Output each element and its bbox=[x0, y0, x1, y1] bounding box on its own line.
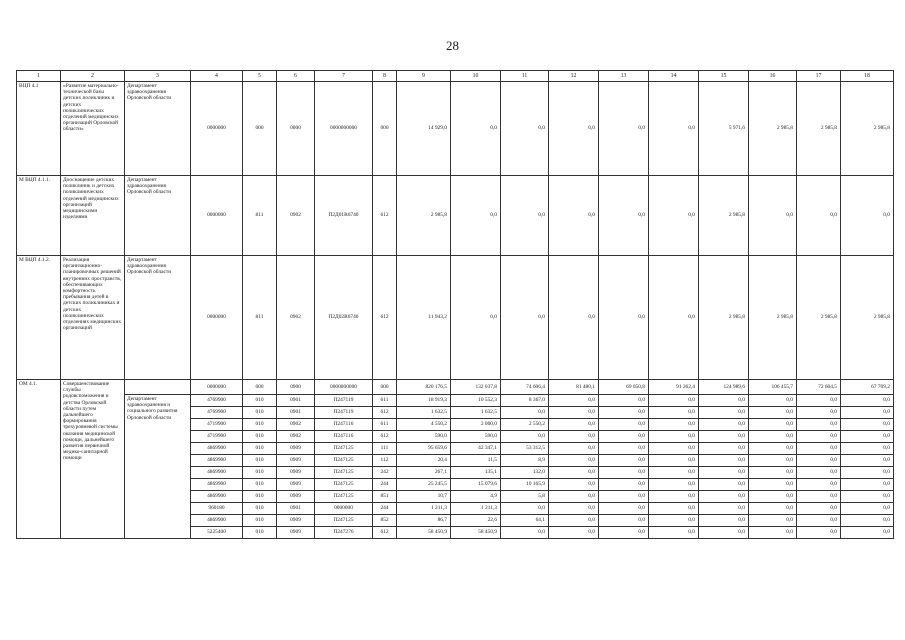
row-value: 0,0 bbox=[699, 431, 749, 443]
row-value: 0,0 bbox=[599, 256, 649, 380]
row-value: 4719900 bbox=[191, 419, 243, 431]
header-cell: 4 bbox=[191, 71, 243, 82]
row-value: 0,0 bbox=[599, 503, 649, 515]
row-value: 10 552,3 bbox=[451, 395, 501, 407]
row-value: 0,0 bbox=[599, 455, 649, 467]
row-value: 0,0 bbox=[797, 467, 841, 479]
row-value: 0,0 bbox=[841, 491, 894, 503]
row-value: 0,0 bbox=[549, 176, 599, 256]
row-value: 0,0 bbox=[549, 467, 599, 479]
row-value: 0902 bbox=[277, 256, 315, 380]
row-value: 612 bbox=[373, 256, 397, 380]
table-row bbox=[17, 395, 894, 407]
row-value: 611 bbox=[373, 395, 397, 407]
row-value: 4869900 bbox=[191, 455, 243, 467]
row-value: 86,7 bbox=[397, 515, 451, 527]
row-value: П247125 bbox=[315, 467, 373, 479]
row-value: 0,0 bbox=[797, 491, 841, 503]
row-value: 69 050,8 bbox=[599, 380, 649, 395]
row-code: ВЦП 4.1 bbox=[17, 82, 61, 176]
row-value: 0,0 bbox=[549, 395, 599, 407]
row-value: 0,0 bbox=[599, 82, 649, 176]
row-value: 0,0 bbox=[549, 82, 599, 176]
row-value: 0,0 bbox=[699, 455, 749, 467]
row-value: 0,0 bbox=[599, 515, 649, 527]
row-value: 0,0 bbox=[451, 176, 501, 256]
row-value: 010 bbox=[243, 431, 277, 443]
row-value: 132,0 bbox=[501, 467, 549, 479]
header-cell: 14 bbox=[649, 71, 699, 82]
row-value: 0000 bbox=[277, 82, 315, 176]
row-value: П247125 bbox=[315, 455, 373, 467]
row-value: 18 919,3 bbox=[397, 395, 451, 407]
header-cell: 12 bbox=[549, 71, 599, 82]
row-code: М ВЦП 4.1.2. bbox=[17, 256, 61, 380]
row-value: 4869900 bbox=[191, 515, 243, 527]
row-value: 0,0 bbox=[797, 515, 841, 527]
row-value: 010 bbox=[243, 515, 277, 527]
row-value: 010 bbox=[243, 455, 277, 467]
row-value: 0,0 bbox=[501, 431, 549, 443]
row-name: «Развитие материально-технической базы детских поликлиник и детских поликлинических отделений медицинских организаций Орловской области» bbox=[61, 82, 125, 176]
row-value: 0901 bbox=[277, 503, 315, 515]
row-value: 15 079,6 bbox=[451, 479, 501, 491]
row-value: 0,0 bbox=[649, 467, 699, 479]
row-value: 112 bbox=[373, 455, 397, 467]
row-value: 0,0 bbox=[699, 479, 749, 491]
row-value: 0,0 bbox=[649, 419, 699, 431]
row-value: 0901 bbox=[277, 407, 315, 419]
row-value: 2 985,8 bbox=[841, 82, 894, 176]
row-value: 106 455,7 bbox=[749, 380, 797, 395]
row-value: 0909 bbox=[277, 491, 315, 503]
row-value: П2Д01R6740 bbox=[315, 176, 373, 256]
row-value: 612 bbox=[373, 176, 397, 256]
row-value: 010 bbox=[243, 443, 277, 455]
row-value: 25 245,5 bbox=[397, 479, 451, 491]
row-code: ОМ 4.1. bbox=[17, 380, 61, 539]
row-value: 0,0 bbox=[749, 455, 797, 467]
row-value: 2 985,8 bbox=[397, 176, 451, 256]
row-value: 0,0 bbox=[599, 527, 649, 539]
table-row bbox=[17, 82, 894, 176]
row-value: 0,0 bbox=[649, 491, 699, 503]
row-value: 0,0 bbox=[649, 527, 699, 539]
row-value: 0,0 bbox=[797, 503, 841, 515]
row-value: 0,0 bbox=[749, 479, 797, 491]
header-cell: 1 bbox=[17, 71, 61, 82]
row-value: 2 985,8 bbox=[749, 256, 797, 380]
row-value: 4719900 bbox=[191, 431, 243, 443]
row-value: 0,0 bbox=[841, 467, 894, 479]
row-value: 4869900 bbox=[191, 443, 243, 455]
row-value: 010 bbox=[243, 527, 277, 539]
row-value: 0,0 bbox=[549, 256, 599, 380]
row-value: 820 176,5 bbox=[397, 380, 451, 395]
row-value: 0,0 bbox=[797, 419, 841, 431]
row-value: 0,0 bbox=[549, 431, 599, 443]
row-value: 0,0 bbox=[699, 407, 749, 419]
row-value: 852 bbox=[373, 515, 397, 527]
row-value: 4 550,2 bbox=[397, 419, 451, 431]
row-value: 58 450,9 bbox=[451, 527, 501, 539]
row-value: 0,0 bbox=[841, 527, 894, 539]
row-value: 0909 bbox=[277, 467, 315, 479]
row-value: 0,0 bbox=[649, 503, 699, 515]
row-value: 0,0 bbox=[549, 479, 599, 491]
row-value: 0,0 bbox=[699, 395, 749, 407]
header-cell: 15 bbox=[699, 71, 749, 82]
row-value: 000 bbox=[243, 82, 277, 176]
row-value: 0,0 bbox=[749, 407, 797, 419]
row-value: П247276 bbox=[315, 527, 373, 539]
row-value: 10 165,9 bbox=[501, 479, 549, 491]
row-value: 0,0 bbox=[749, 176, 797, 256]
header-cell: 2 bbox=[61, 71, 125, 82]
row-value: 000 bbox=[373, 380, 397, 395]
row-value: 010 bbox=[243, 407, 277, 419]
row-value: 010 bbox=[243, 419, 277, 431]
row-value: 0909 bbox=[277, 443, 315, 455]
row-value: 0,0 bbox=[797, 479, 841, 491]
row-value: 0000000 bbox=[315, 503, 373, 515]
row-value: 010 bbox=[243, 395, 277, 407]
row-value: 0,0 bbox=[749, 395, 797, 407]
row-value: 4769900 bbox=[191, 407, 243, 419]
row-value: 0,0 bbox=[749, 467, 797, 479]
table-row bbox=[17, 256, 894, 380]
row-value: 4869900 bbox=[191, 467, 243, 479]
row-value: 0900 bbox=[277, 380, 315, 395]
row-value: 74 606,4 bbox=[501, 380, 549, 395]
row-value: 0,0 bbox=[599, 479, 649, 491]
row-value: 0,0 bbox=[501, 407, 549, 419]
row-value: 0,0 bbox=[841, 407, 894, 419]
row-value: 811 bbox=[243, 176, 277, 256]
row-value: 0,0 bbox=[451, 256, 501, 380]
row-value: 5 971,6 bbox=[699, 82, 749, 176]
header-cell: 6 bbox=[277, 71, 315, 82]
row-value: 0,0 bbox=[841, 503, 894, 515]
table-row bbox=[17, 176, 894, 256]
row-value: 72 604,5 bbox=[797, 380, 841, 395]
row-value: 611 bbox=[373, 419, 397, 431]
row-value: 0,0 bbox=[649, 256, 699, 380]
row-value: П247119 bbox=[315, 407, 373, 419]
row-value: 5,8 bbox=[501, 491, 549, 503]
row-value: 851 bbox=[373, 491, 397, 503]
row-value: 8,9 bbox=[501, 455, 549, 467]
row-value: 0,0 bbox=[501, 256, 549, 380]
row-value: 0,0 bbox=[797, 176, 841, 256]
row-value: 0,0 bbox=[841, 395, 894, 407]
row-value: 612 bbox=[373, 431, 397, 443]
row-value: 0,0 bbox=[599, 491, 649, 503]
row-value: 0000000 bbox=[191, 82, 243, 176]
row-value: П2Д02R6740 bbox=[315, 256, 373, 380]
row-value: 0,0 bbox=[797, 443, 841, 455]
row-value: 0,0 bbox=[797, 431, 841, 443]
row-department: Департамент здравоохранения Орловской области bbox=[125, 82, 191, 176]
row-value: 0909 bbox=[277, 527, 315, 539]
row-value: 135,1 bbox=[451, 467, 501, 479]
row-value: 0,0 bbox=[699, 467, 749, 479]
row-value: 0,0 bbox=[699, 443, 749, 455]
row-value: 0,0 bbox=[649, 407, 699, 419]
row-value: 0,0 bbox=[599, 431, 649, 443]
row-value: П247116 bbox=[315, 419, 373, 431]
row-value: П247125 bbox=[315, 491, 373, 503]
row-value: 4869900 bbox=[191, 479, 243, 491]
row-value: 0,0 bbox=[599, 407, 649, 419]
row-value: 0,0 bbox=[501, 82, 549, 176]
row-value: 132 037,8 bbox=[451, 380, 501, 395]
row-value: 010 bbox=[243, 491, 277, 503]
row-value: 0,0 bbox=[749, 419, 797, 431]
row-value: 0,0 bbox=[699, 419, 749, 431]
header-cell: 9 bbox=[397, 71, 451, 82]
row-value: 0,0 bbox=[699, 503, 749, 515]
row-value: 612 bbox=[373, 407, 397, 419]
row-value: 0902 bbox=[277, 176, 315, 256]
row-value: 0,0 bbox=[549, 491, 599, 503]
row-value: 0,0 bbox=[649, 176, 699, 256]
row-value: 0,0 bbox=[749, 503, 797, 515]
row-value: 0,0 bbox=[501, 503, 549, 515]
row-value: 0,0 bbox=[797, 395, 841, 407]
row-value: 960180 bbox=[191, 503, 243, 515]
row-value: 244 bbox=[373, 503, 397, 515]
header-cell: 17 bbox=[797, 71, 841, 82]
row-value: 0,0 bbox=[649, 395, 699, 407]
row-value: 0,0 bbox=[749, 491, 797, 503]
row-value: 1 632,5 bbox=[397, 407, 451, 419]
row-value: 0,0 bbox=[549, 515, 599, 527]
row-value: 0,0 bbox=[501, 176, 549, 256]
row-value: 0,0 bbox=[451, 82, 501, 176]
row-value: 0901 bbox=[277, 395, 315, 407]
row-value: 0,0 bbox=[649, 431, 699, 443]
row-value: П247119 bbox=[315, 395, 373, 407]
row-value: 2 550,2 bbox=[501, 419, 549, 431]
row-value: 244 bbox=[373, 479, 397, 491]
row-value: 811 bbox=[243, 256, 277, 380]
row-department-empty bbox=[125, 380, 191, 395]
row-value: 0,0 bbox=[599, 176, 649, 256]
row-value: 124 989,6 bbox=[699, 380, 749, 395]
row-value: П247125 bbox=[315, 479, 373, 491]
row-value: 2 985,8 bbox=[699, 256, 749, 380]
row-value: 5225400 bbox=[191, 527, 243, 539]
row-value: 0,0 bbox=[649, 82, 699, 176]
row-value: 0909 bbox=[277, 515, 315, 527]
row-value: 95 659,6 bbox=[397, 443, 451, 455]
row-value: 612 bbox=[373, 527, 397, 539]
row-value: 0,0 bbox=[841, 176, 894, 256]
header-cell: 18 bbox=[841, 71, 894, 82]
row-value: 0,0 bbox=[749, 431, 797, 443]
row-value: 10,7 bbox=[397, 491, 451, 503]
row-value: 2 000,0 bbox=[451, 419, 501, 431]
row-value: 0902 bbox=[277, 431, 315, 443]
row-value: П247116 bbox=[315, 431, 373, 443]
row-value: 1 632,5 bbox=[451, 407, 501, 419]
row-value: 1 211,3 bbox=[397, 503, 451, 515]
row-department: Департамент здравоохранения и социального развития Орловской области bbox=[125, 395, 191, 539]
row-value: 0,0 bbox=[841, 443, 894, 455]
row-value: 010 bbox=[243, 467, 277, 479]
row-department: Департамент здравоохранения Орловской области bbox=[125, 176, 191, 256]
row-value: 0000000 bbox=[191, 256, 243, 380]
row-value: 267,1 bbox=[397, 467, 451, 479]
row-value: 242 bbox=[373, 467, 397, 479]
header-cell: 10 bbox=[451, 71, 501, 82]
row-value: 0902 bbox=[277, 419, 315, 431]
row-value: 64,1 bbox=[501, 515, 549, 527]
row-value: 0,0 bbox=[549, 455, 599, 467]
row-value: 0,0 bbox=[841, 431, 894, 443]
row-value: 4769900 bbox=[191, 395, 243, 407]
row-value: 0,0 bbox=[649, 455, 699, 467]
row-value: 0,0 bbox=[549, 407, 599, 419]
row-value: 1 211,3 bbox=[451, 503, 501, 515]
row-value: 0,0 bbox=[549, 503, 599, 515]
row-value: 0,0 bbox=[841, 479, 894, 491]
row-value: 010 bbox=[243, 503, 277, 515]
row-value: 11 943,2 bbox=[397, 256, 451, 380]
row-value: 0,0 bbox=[599, 419, 649, 431]
row-code: М ВЦП 4.1.1. bbox=[17, 176, 61, 256]
row-value: 590,0 bbox=[397, 431, 451, 443]
table-row bbox=[17, 380, 894, 395]
row-value: 22,6 bbox=[451, 515, 501, 527]
header-cell: 13 bbox=[599, 71, 649, 82]
row-name: Реализация организационно-планировочных решений внутренних пространств, обеспечивающих комфортность пребывания детей в детских поликлиниках и детских поликлинических отделениях медицинских организаций bbox=[61, 256, 125, 380]
row-value: 20,4 bbox=[397, 455, 451, 467]
row-value: 0,0 bbox=[599, 395, 649, 407]
row-value: 53 312,5 bbox=[501, 443, 549, 455]
row-value: 0,0 bbox=[649, 479, 699, 491]
row-value: 0,0 bbox=[699, 527, 749, 539]
row-value: 0,0 bbox=[699, 515, 749, 527]
row-department: Департамент здравоохранения Орловской области bbox=[125, 256, 191, 380]
row-value: 0,0 bbox=[841, 419, 894, 431]
row-value: 0909 bbox=[277, 455, 315, 467]
header-cell: 11 bbox=[501, 71, 549, 82]
row-value: 4,9 bbox=[451, 491, 501, 503]
row-value: 4869900 bbox=[191, 491, 243, 503]
row-value: 0,0 bbox=[841, 515, 894, 527]
row-value: 111 bbox=[373, 443, 397, 455]
row-value: 0000000 bbox=[191, 176, 243, 256]
row-value: 0,0 bbox=[549, 527, 599, 539]
row-value: 0,0 bbox=[797, 527, 841, 539]
row-value: 81 480,1 bbox=[549, 380, 599, 395]
budget-table bbox=[16, 70, 894, 539]
row-value: П247125 bbox=[315, 443, 373, 455]
row-value: П247125 bbox=[315, 515, 373, 527]
row-value: 0000000000 bbox=[315, 82, 373, 176]
header-row bbox=[17, 71, 894, 82]
row-value: 0,0 bbox=[841, 455, 894, 467]
row-value: 0,0 bbox=[749, 527, 797, 539]
page-number: 28 bbox=[446, 38, 459, 53]
row-value: 67 709,2 bbox=[841, 380, 894, 395]
row-value: 2 985,8 bbox=[797, 82, 841, 176]
row-value: 0,0 bbox=[797, 455, 841, 467]
header-cell: 5 bbox=[243, 71, 277, 82]
row-value: 2 985,8 bbox=[699, 176, 749, 256]
row-value: 010 bbox=[243, 479, 277, 491]
row-name: Совершенствование службы родовспоможения и детства Орловской области путем дальнейшего формирования трехуровневой системы оказания медицинской помощи, дальнейшего развития первичной медико-санитарной помощи bbox=[61, 380, 125, 539]
row-value: 0,0 bbox=[699, 491, 749, 503]
row-value: 0,0 bbox=[749, 443, 797, 455]
row-value: 0,0 bbox=[501, 527, 549, 539]
row-value: 590,0 bbox=[451, 431, 501, 443]
header-cell: 7 bbox=[315, 71, 373, 82]
row-value: 0000000000 bbox=[315, 380, 373, 395]
row-value: 2 985,8 bbox=[841, 256, 894, 380]
row-value: 0,0 bbox=[549, 443, 599, 455]
row-value: 42 347,1 bbox=[451, 443, 501, 455]
row-value: 0,0 bbox=[797, 407, 841, 419]
row-value: 91 262,4 bbox=[649, 380, 699, 395]
row-value: 0,0 bbox=[649, 515, 699, 527]
row-value: 0,0 bbox=[599, 467, 649, 479]
row-value: 000 bbox=[373, 82, 397, 176]
row-value: 0000000 bbox=[191, 380, 243, 395]
row-value: 000 bbox=[243, 380, 277, 395]
row-value: 0,0 bbox=[649, 443, 699, 455]
row-value: 0,0 bbox=[599, 443, 649, 455]
row-value: 8 367,0 bbox=[501, 395, 549, 407]
header-cell: 16 bbox=[749, 71, 797, 82]
header-cell: 3 bbox=[125, 71, 191, 82]
row-value: 0,0 bbox=[549, 419, 599, 431]
row-value: 0909 bbox=[277, 479, 315, 491]
row-value: 0,0 bbox=[749, 515, 797, 527]
row-name: Дооснащение детских поликлиник и детских поликлинических отделений медицинских организаций медицинскими изделиями bbox=[61, 176, 125, 256]
row-value: 2 985,8 bbox=[797, 256, 841, 380]
row-value: 11,5 bbox=[451, 455, 501, 467]
row-value: 58 450,9 bbox=[397, 527, 451, 539]
header-cell: 8 bbox=[373, 71, 397, 82]
row-value: 14 929,0 bbox=[397, 82, 451, 176]
row-value: 2 985,8 bbox=[749, 82, 797, 176]
